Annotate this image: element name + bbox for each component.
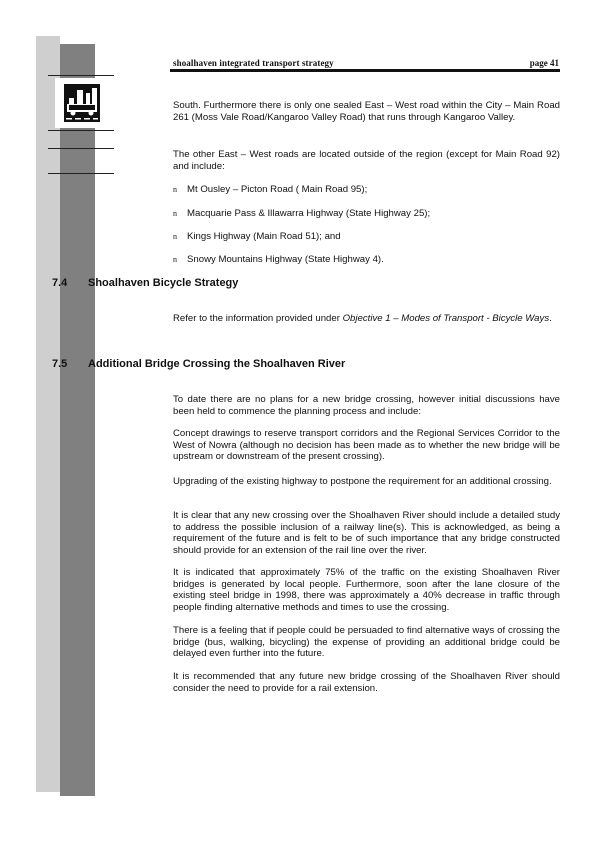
section-heading-7-5 (52, 358, 345, 370)
list-item: n Kings Highway (Main Road 51); and (173, 231, 341, 242)
body-paragraph: Upgrading of the existing highway to postpone the requirement for an additional crossing. (173, 476, 552, 487)
section-title: Additional Bridge Crossing the Shoalhaven River (88, 358, 346, 370)
section-number: 7.5 (52, 358, 68, 370)
section-title: Shoalhaven Bicycle Strategy (88, 277, 239, 289)
bullet-marker: n (173, 255, 177, 264)
body-paragraph: The other East – West roads are located outside of the region (except for Main Road 92) and include: (173, 149, 560, 172)
body-paragraph: It is indicated that approximately 75% of the traffic on the existing Shoalhaven River bridges is generated by local people. Furthermore, soon after the lane closure of the existing steel bridge in 1998, there was approximately a 40% decrease in traffic through people finding alternative methods and times to use the crossing. (173, 567, 560, 613)
list-item: n Mt Ousley – Picton Road ( Main Road 95); (173, 184, 368, 195)
body-paragraph: To date there are no plans for a new bridge crossing, however initial discussions have been held to commence the planning process and include: (173, 394, 560, 417)
side-rule (48, 148, 114, 149)
running-header-title: shoalhaven integrated transport strategy (173, 58, 334, 68)
body-paragraph: There is a feeling that if people could be persuaded to find alternative ways of crossing the bridge (bus, walking, bicycling) the expense of providing an additional bridge could be delayed even further into the future. (173, 625, 560, 660)
margin-bar-dark (60, 44, 95, 796)
body-paragraph: It is recommended that any future new bridge crossing of the Shoalhaven River should consider the need to provide for a rail extension. (173, 671, 560, 694)
logo-rule-top (48, 75, 114, 76)
list-item: n Macquarie Pass & Illawarra Highway (State Highway 25); (173, 208, 431, 219)
city-transport-logo-icon (55, 78, 109, 128)
body-paragraph: Refer to the information provided under Objective 1 – Modes of Transport - Bicycle Ways. (173, 313, 552, 324)
margin-bar-light (36, 36, 60, 792)
section-number: 7.4 (52, 277, 68, 289)
body-paragraph: It is clear that any new crossing over the Shoalhaven River should include a detailed study to address the possible inclusion of a railway line(s). This is acknowledged, as being a requirement of the future and is felt to be of such importance that any bridge constructed should provide for an extension of the rail line over the river. (173, 510, 560, 556)
header-rule (170, 69, 560, 72)
bullet-marker: n (173, 232, 177, 241)
bullet-marker: n (173, 185, 177, 194)
side-rule (48, 173, 114, 174)
list-item: n Snowy Mountains Highway (State Highway 4). (173, 254, 384, 265)
bullet-marker: n (173, 209, 177, 218)
page-number: page 41 (529, 58, 559, 68)
section-heading-7-4 (52, 277, 238, 289)
body-paragraph: Concept drawings to reserve transport corridors and the Regional Services Corridor to the West of Nowra (although no decision has been made as to whether the new bridge will be upstream or downstream of the present crossing). (173, 428, 560, 463)
logo-rule-bottom (48, 130, 114, 131)
body-paragraph: South. Furthermore there is only one sealed East – West road within the City – Main Road 261 (Moss Vale Road/Kangaroo Valley Road) that runs through Kangaroo Valley. (173, 100, 560, 123)
